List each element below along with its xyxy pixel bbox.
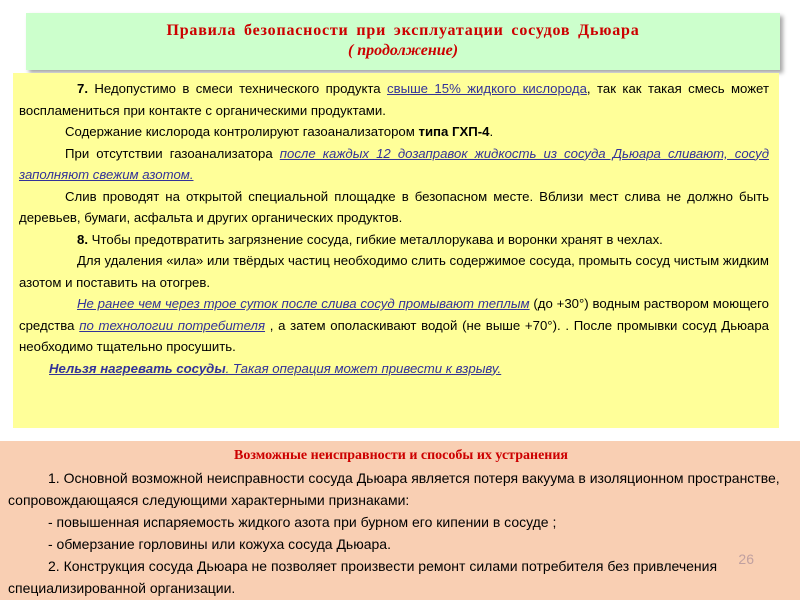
washing-text-b: , а затем ополаскивают водой (не выше +70°). . После промывки сосуд Дьюара необходимо тщательно просушить. <box>19 317 769 354</box>
rule-7-text-a: Недопустимо в смеси технического продукта <box>88 81 388 96</box>
consumer-technology: по технологии потребителя <box>79 317 266 333</box>
title-line-2: ( продолжение) <box>347 42 459 59</box>
rule-7-number: 7. <box>77 81 88 96</box>
rule-7-paragraph <box>19 78 769 121</box>
oxygen-control-paragraph <box>19 121 769 143</box>
fault-item-2: 2. Конструкция сосуда Дьюара не позволяет произвести ремонт силами потребителя без привлечения специализированной организации. <box>8 558 718 596</box>
fault-item-1a: - повышенная испаряемость жидкого азота при бурном его кипении в сосуде ; <box>48 514 557 530</box>
fault-item-1: 1. Основной возможной неисправности сосуда Дьюара является потеря вакуума в изоляционном пространстве, сопровождающаяся следующими характерными признаками: <box>8 470 780 508</box>
page-number: 26 <box>738 551 754 567</box>
no-heating-warning: Нельзя нагревать сосуды <box>49 360 226 376</box>
rule-7-text-b: , так как такая смесь может воспламениться при контакте с органическими продуктами. <box>19 81 769 118</box>
slide-title <box>26 13 780 70</box>
washing-text-a: (до +30°) водным раствором моющего средства <box>19 296 769 333</box>
fault-item-1b: - обмерзание горловины или кожуха сосуда Дьюара. <box>48 536 391 552</box>
sludge-removal-paragraph: Для удаления «ила» или твёрдых частиц необходимо слить содержимое сосуда, промыть сосуд чистым жидким азотом и поставить на отогрев. <box>19 253 769 290</box>
rule-8-text: Чтобы предотвратить загрязнение сосуда, гибкие металлорукава и воронки хранят в чехлах. <box>88 231 663 247</box>
washing-delay-rule: Не ранее чем через трое суток после слива сосуд промывают теплым <box>77 296 530 311</box>
rule-8-number: 8. <box>77 231 88 247</box>
title-line-1: Правила безопасности при эксплуатации сосудов Дьюара <box>166 22 640 39</box>
no-analyzer-paragraph <box>19 143 769 186</box>
faults-title: Возможные неисправности и способы их устранения <box>234 448 568 463</box>
refill-drain-rule: после каждых 12 дозаправок жидкость из сосуда Дьюара сливают, сосуд заполняют свежим азотом. <box>19 145 769 182</box>
oxygen-control-text: Содержание кислорода контролируют газоанализатором <box>65 124 419 139</box>
explosion-warning: . Такая операция может привести к взрыву. <box>225 360 502 376</box>
rule-8-paragraph <box>19 229 769 251</box>
drain-location-paragraph: Слив проводят на открытой специальной площадке в безопасном месте. Вблизи мест слива не должно быть деревьев, бумаги, асфальта и других органических продуктов. <box>19 188 769 225</box>
faults-panel <box>0 441 800 600</box>
analyzer-type: типа ГХП-4 <box>418 124 490 139</box>
rule-7-oxygen-limit: свыше 15% жидкого кислорода <box>387 81 587 96</box>
washing-paragraph <box>19 293 769 358</box>
no-analyzer-text: При отсутствии газоанализатора <box>65 145 280 161</box>
no-heating-paragraph <box>19 358 769 380</box>
oxygen-control-end: . <box>489 124 494 139</box>
rules-panel <box>13 73 779 428</box>
